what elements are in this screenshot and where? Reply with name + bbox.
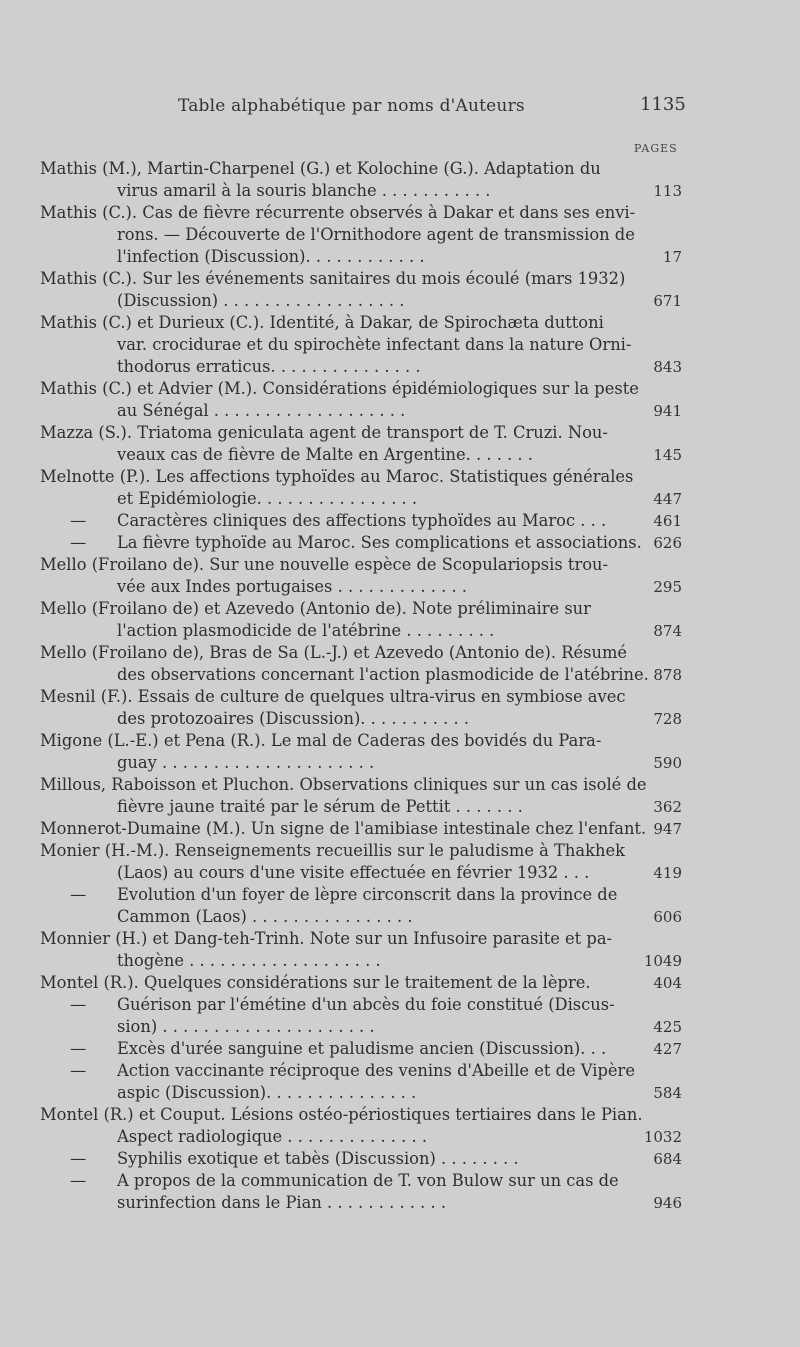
page-reference: 874: [653, 622, 682, 640]
entry-line: [40, 1038, 685, 1060]
index-entry: [40, 510, 685, 532]
entry-line: [40, 444, 685, 466]
entry-line: [40, 466, 685, 488]
entry-text: des observations concernant l'action plasmodicide de l'atébrine.: [117, 665, 649, 684]
entry-text: Cammon (Laos) . . . . . . . . . . . . . . . .: [117, 907, 413, 926]
entry-line: [40, 796, 685, 818]
entry-line: [40, 1148, 685, 1170]
entry-line: [40, 774, 685, 796]
running-header: Table alphabétique par noms d'Auteurs: [178, 96, 525, 116]
index-entry: [40, 378, 685, 422]
ditto-dash: —: [70, 511, 87, 530]
entry-text: surinfection dans le Pian . . . . . . . . . . . .: [117, 1193, 447, 1212]
page-reference: 1049: [643, 952, 682, 970]
entry-text: Millous, Raboisson et Pluchon. Observations cliniques sur un cas isolé de: [40, 775, 647, 794]
page-reference: 404: [653, 974, 682, 992]
entry-line: [40, 576, 685, 598]
page-reference: 425: [653, 1018, 682, 1036]
page-reference: 671: [653, 292, 682, 310]
page-reference: 728: [653, 710, 682, 728]
ditto-dash: —: [70, 533, 87, 552]
entry-text: Mathis (M.), Martin-Charpenel (G.) et Kolochine (G.). Adaptation du: [40, 159, 601, 178]
entry-line: [40, 290, 685, 312]
page-reference: 626: [653, 534, 682, 552]
entry-line: [40, 664, 685, 686]
entry-line: [40, 334, 685, 356]
entry-text: vée aux Indes portugaises . . . . . . . . . . . . .: [117, 577, 467, 596]
entry-line: [40, 180, 685, 202]
page-reference: 461: [653, 512, 682, 530]
entry-line: [40, 158, 685, 180]
entry-text: Melnotte (P.). Les affections typhoïdes au Maroc. Statistiques générales: [40, 467, 634, 486]
page-reference: 295: [653, 578, 682, 596]
entry-text: veaux cas de fièvre de Malte en Argentine. . . . . . .: [117, 445, 533, 464]
page-reference: 145: [653, 446, 682, 464]
entry-text: thogène . . . . . . . . . . . . . . . . . . .: [117, 951, 381, 970]
index-entry: [40, 1038, 685, 1060]
page-reference: 947: [653, 820, 682, 838]
page-reference: 590: [653, 754, 682, 772]
index-entry: [40, 202, 685, 268]
entry-text: fièvre jaune traité par le sérum de Pettit . . . . . . .: [117, 797, 523, 816]
index-entry: [40, 972, 685, 994]
entry-text: l'action plasmodicide de l'atébrine . . . . . . . . .: [117, 621, 495, 640]
index-entry: [40, 466, 685, 510]
entry-line: [40, 598, 685, 620]
index-entry: [40, 532, 685, 554]
entry-line: [40, 862, 685, 884]
index-entry: [40, 312, 685, 378]
entry-text: Aspect radiologique . . . . . . . . . . . . . .: [117, 1127, 428, 1146]
index-entry: [40, 1170, 685, 1214]
entry-text: (Discussion) . . . . . . . . . . . . . . . . . .: [117, 291, 405, 310]
entry-text: l'infection (Discussion). . . . . . . . . . . .: [117, 247, 425, 266]
entry-line: [40, 972, 685, 994]
index-entry: [40, 1148, 685, 1170]
entry-line: [40, 730, 685, 752]
index-entry: [40, 730, 685, 774]
index-entry: [40, 554, 685, 598]
entry-text: sion) . . . . . . . . . . . . . . . . . . . . .: [117, 1017, 375, 1036]
entry-text: Evolution d'un foyer de lèpre circonscrit dans la province de: [117, 885, 618, 904]
entry-line: [40, 752, 685, 774]
page-reference: 17: [662, 248, 682, 266]
page-reference: 447: [653, 490, 682, 508]
ditto-dash: —: [70, 885, 87, 904]
entry-text: Migone (L.-E.) et Pena (R.). Le mal de Caderas des bovidés du Para-: [40, 731, 602, 750]
entry-line: [40, 510, 685, 532]
ditto-dash: —: [70, 995, 87, 1014]
entry-text: Caractères cliniques des affections typhoïdes au Maroc . . .: [117, 511, 607, 530]
entry-line: [40, 1126, 685, 1148]
page-reference: 362: [653, 798, 682, 816]
page-reference: 427: [653, 1040, 682, 1058]
entry-line: [40, 928, 685, 950]
page-reference: 1032: [643, 1128, 682, 1146]
entry-line: [40, 488, 685, 510]
ditto-dash: —: [70, 1171, 87, 1190]
entry-text: Action vaccinante réciproque des venins d'Abeille et de Vipère: [117, 1061, 635, 1080]
index-entry: [40, 158, 685, 202]
entry-text: Syphilis exotique et tabès (Discussion) . . . . . . . .: [117, 1149, 519, 1168]
entry-line: [40, 422, 685, 444]
entry-line: [40, 642, 685, 664]
index-entry: [40, 774, 685, 818]
index-entry: [40, 928, 685, 972]
index-entry: [40, 818, 685, 840]
entry-text: rons. — Découverte de l'Ornithodore agent de transmission de: [117, 225, 635, 244]
entry-text: (Laos) au cours d'une visite effectuée en février 1932 . . .: [117, 863, 590, 882]
index-entry: [40, 422, 685, 466]
entry-text: thodorus erraticus. . . . . . . . . . . . . . .: [117, 357, 421, 376]
index-entry: [40, 1104, 685, 1148]
entry-text: Mello (Froilano de), Bras de Sa (L.-J.) et Azevedo (Antonio de). Résumé: [40, 643, 628, 662]
index-entry: [40, 840, 685, 884]
page-number: 1135: [640, 94, 686, 115]
ditto-dash: —: [70, 1061, 87, 1080]
entry-text: et Epidémiologie. . . . . . . . . . . . . . . .: [117, 489, 418, 508]
ditto-dash: —: [70, 1149, 87, 1168]
entry-text: Mazza (S.). Triatoma geniculata agent de transport de T. Cruzi. Nou-: [40, 423, 608, 442]
entry-line: [40, 840, 685, 862]
entry-line: [40, 1016, 685, 1038]
entry-text: Montel (R.). Quelques considérations sur le traitement de la lèpre.: [40, 973, 591, 992]
index-entry: [40, 686, 685, 730]
entry-line: [40, 356, 685, 378]
entry-line: [40, 378, 685, 400]
entry-line: [40, 224, 685, 246]
entry-text: Mello (Froilano de) et Azevedo (Antonio de). Note préliminaire sur: [40, 599, 591, 618]
index-entry: [40, 884, 685, 928]
entry-line: [40, 950, 685, 972]
entry-text: var. crocidurae et du spirochète infectant dans la nature Orni-: [117, 335, 632, 354]
page-reference: 419: [653, 864, 682, 882]
entry-text: Monnier (H.) et Dang-teh-Trinh. Note sur un Infusoire parasite et pa-: [40, 929, 613, 948]
entry-text: Mathis (C.). Cas de fièvre récurrente observés à Dakar et dans ses envi-: [40, 203, 636, 222]
entry-line: [40, 312, 685, 334]
entry-text: Mathis (C.) et Advier (M.). Considérations épidémiologiques sur la peste: [40, 379, 639, 398]
entry-line: [40, 708, 685, 730]
entry-line: [40, 1170, 685, 1192]
page-reference: 843: [653, 358, 682, 376]
entry-text: A propos de la communication de T. von Bulow sur un cas de: [117, 1171, 619, 1190]
page-reference: 113: [653, 182, 682, 200]
index-entry: [40, 994, 685, 1038]
entry-line: [40, 532, 685, 554]
page-reference: 878: [653, 666, 682, 684]
entry-text: Mathis (C.). Sur les événements sanitaires du mois écoulé (mars 1932): [40, 269, 626, 288]
entry-line: [40, 400, 685, 422]
page-reference: 941: [653, 402, 682, 420]
pages-column-label: PAGES: [634, 142, 678, 155]
entry-line: [40, 884, 685, 906]
entry-line: [40, 1082, 685, 1104]
entry-text: des protozoaires (Discussion). . . . . . . . . . .: [117, 709, 469, 728]
entry-line: [40, 994, 685, 1016]
entry-text: Guérison par l'émétine d'un abcès du foie constitué (Discus-: [117, 995, 615, 1014]
index-entry: [40, 268, 685, 312]
entry-line: [40, 686, 685, 708]
entry-line: [40, 1060, 685, 1082]
entry-line: [40, 620, 685, 642]
page-reference: 684: [653, 1150, 682, 1168]
entry-text: guay . . . . . . . . . . . . . . . . . . . . .: [117, 753, 375, 772]
index-entry: [40, 598, 685, 642]
entry-text: Montel (R.) et Couput. Lésions ostéo-périostiques tertiaires dans le Pian.: [40, 1105, 643, 1124]
entry-line: [40, 268, 685, 290]
author-index-list: [40, 158, 685, 1214]
index-entry: [40, 1060, 685, 1104]
entry-line: [40, 1192, 685, 1214]
entry-text: Monier (H.-M.). Renseignements recueillis sur le paludisme à Thakhek: [40, 841, 625, 860]
entry-text: Mello (Froilano de). Sur une nouvelle espèce de Scopulariopsis trou-: [40, 555, 609, 574]
entry-line: [40, 554, 685, 576]
ditto-dash: —: [70, 1039, 87, 1058]
entry-text: virus amaril à la souris blanche . . . . . . . . . . .: [117, 181, 491, 200]
entry-line: [40, 246, 685, 268]
index-entry: [40, 642, 685, 686]
entry-text: Monnerot-Dumaine (M.). Un signe de l'amibiase intestinale chez l'enfant.: [40, 819, 647, 838]
page-reference: 606: [653, 908, 682, 926]
entry-text: Mathis (C.) et Durieux (C.). Identité, à Dakar, de Spirochæta duttoni: [40, 313, 604, 332]
entry-line: [40, 818, 685, 840]
entry-line: [40, 906, 685, 928]
entry-text: aspic (Discussion). . . . . . . . . . . . . . .: [117, 1083, 417, 1102]
entry-text: Mesnil (F.). Essais de culture de quelques ultra-virus en symbiose avec: [40, 687, 626, 706]
entry-text: La fièvre typhoïde au Maroc. Ses complications et associations.: [117, 533, 642, 552]
page-reference: 946: [653, 1194, 682, 1212]
page-reference: 584: [653, 1084, 682, 1102]
entry-text: Excès d'urée sanguine et paludisme ancien (Discussion). . .: [117, 1039, 607, 1058]
entry-text: au Sénégal . . . . . . . . . . . . . . . . . . .: [117, 401, 406, 420]
entry-line: [40, 1104, 685, 1126]
entry-line: [40, 202, 685, 224]
